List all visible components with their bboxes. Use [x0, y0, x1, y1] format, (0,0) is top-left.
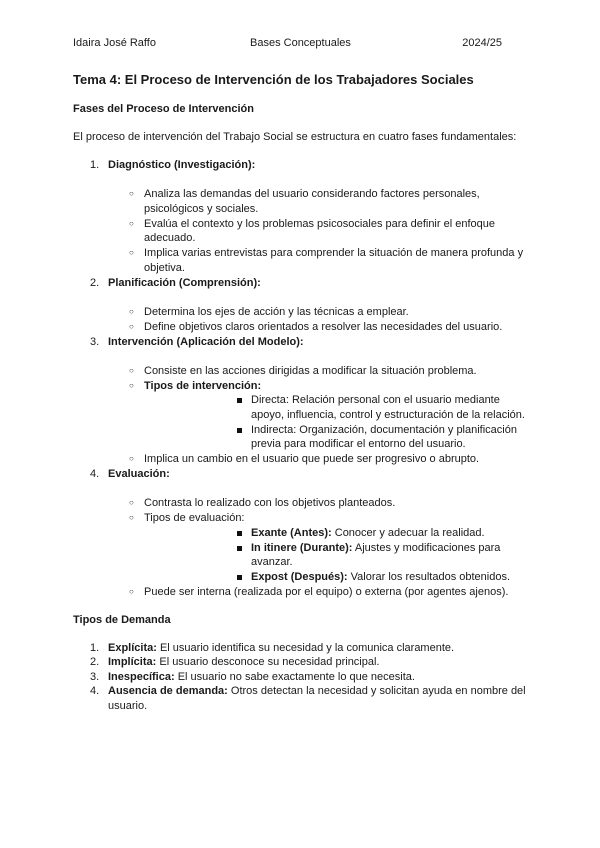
list-item: ○ Analiza las demandas del usuario considerando factores personales, psicológicos y sociales.	[129, 188, 480, 215]
circle-bullet-icon: ○	[129, 513, 134, 522]
list-item: Indirecta: Organización, documentación y planificación previa para modificar el entorno del usuario.	[144, 423, 533, 452]
list-item: ○ Tipos de intervención: Directa: Relación personal con el usuario mediante apoyo, influencia, control y estructuración de la relación. Indirecta: Organización, documentación y planificación previa para modificar el entorno del usuario.	[73, 379, 533, 452]
list-item: ○ Puede ser interna (realizada por el equipo) o externa (por agentes ajenos).	[129, 586, 509, 598]
phase-title: Planificación (Comprensión):	[108, 276, 261, 289]
header-subject: Bases Conceptuales	[250, 37, 351, 49]
phase-sublist	[73, 364, 533, 467]
list-item: 2. Implícita: El usuario desconoce su necesidad principal.	[90, 656, 380, 668]
document-body	[73, 72, 533, 713]
circle-bullet-icon: ○	[129, 248, 134, 257]
phase-sublist	[73, 496, 533, 600]
phase-number: 4.	[90, 468, 100, 480]
list-item: 1. Explícita: El usuario identifica su necesidad y la comunica claramente.	[90, 641, 455, 654]
list-item: Exante (Antes): Conocer y adecuar la realidad.	[144, 526, 533, 541]
circle-bullet-icon: ○	[129, 365, 134, 375]
section-heading-demand-types: Tipos de Demanda	[73, 613, 171, 626]
phase-title: Intervención (Aplicación del Modelo):	[108, 335, 304, 348]
phase-number: 2.	[90, 276, 100, 289]
list-item: ○ Implica un cambio en el usuario que puede ser progresivo o abrupto.	[129, 453, 480, 465]
phase-number: 1.	[90, 159, 100, 171]
list-item: Directa: Relación personal con el usuario mediante apoyo, influencia, control y estructuración de la relación.	[144, 393, 533, 422]
list-item: ○ Consiste en las acciones dirigidas a modificar la situación problema.	[129, 364, 477, 377]
header-author: Idaira José Raffo	[73, 37, 156, 49]
circle-bullet-icon: ○	[129, 321, 134, 331]
list-item: In itinere (Durante): Ajustes y modificaciones para avanzar.	[144, 541, 533, 570]
circle-bullet-icon: ○	[129, 218, 134, 228]
phase-number: 3.	[90, 335, 100, 348]
list-item: ○ Tipos de evaluación: Exante (Antes): Conocer y adecuar la realidad. In itinere (Durante): Ajustes y modificaciones para avanzar. Expost (Después): Valorar los resultados obtenidos.	[73, 511, 533, 585]
phase-item	[73, 467, 533, 481]
evaluation-types-list	[144, 526, 533, 585]
circle-bullet-icon: ○	[129, 380, 134, 390]
intervention-types-list	[144, 393, 533, 452]
list-item: ○ Contrasta lo realizado con los objetivos planteados.	[129, 497, 396, 509]
square-bullet-icon	[237, 398, 242, 403]
list-item: ○ Evalúa el contexto y los problemas psicosociales para definir el enfoque adecuado.	[129, 217, 495, 244]
header-year: 2024/25	[462, 37, 502, 49]
circle-bullet-icon: ○	[129, 306, 134, 316]
intro-paragraph: El proceso de intervención del Trabajo Social se estructura en cuatro fases fundamentales:	[73, 131, 517, 143]
list-item: ○ Determina los ejes de acción y las técnicas a emplear.	[129, 305, 409, 318]
phase-title: Diagnóstico (Investigación):	[108, 159, 256, 171]
phase-item	[73, 158, 533, 172]
phase-sublist	[73, 305, 533, 335]
square-bullet-icon	[237, 546, 242, 551]
square-bullet-icon	[237, 428, 242, 433]
phase-title: Evaluación:	[108, 468, 170, 480]
circle-bullet-icon: ○	[129, 498, 134, 507]
phase-item	[73, 276, 533, 290]
list-item: Expost (Después): Valorar los resultados obtenidos.	[144, 570, 533, 585]
phase-sublist	[73, 187, 533, 275]
list-item: 4. Ausencia de demanda: Otros detectan la necesidad y solicitan ayuda en nombre del usuario.	[90, 685, 526, 712]
list-item: ○ Define objetivos claros orientados a resolver las necesidades del usuario.	[129, 320, 503, 333]
circle-bullet-icon: ○	[129, 587, 134, 596]
section-heading-phases: Fases del Proceso de Intervención	[73, 103, 254, 115]
circle-bullet-icon: ○	[129, 189, 134, 198]
square-bullet-icon	[237, 531, 242, 536]
square-bullet-icon	[237, 575, 242, 580]
list-item: ○ Implica varias entrevistas para comprender la situación de manera profunda y objetiva.	[129, 247, 524, 274]
page-title: Tema 4: El Proceso de Intervención de los Trabajadores Sociales	[73, 72, 474, 87]
list-item: 3. Inespecífica: El usuario no sabe exactamente lo que necesita.	[90, 670, 415, 683]
circle-bullet-icon: ○	[129, 454, 134, 463]
demand-types-list	[73, 641, 533, 714]
phase-item	[73, 335, 533, 349]
